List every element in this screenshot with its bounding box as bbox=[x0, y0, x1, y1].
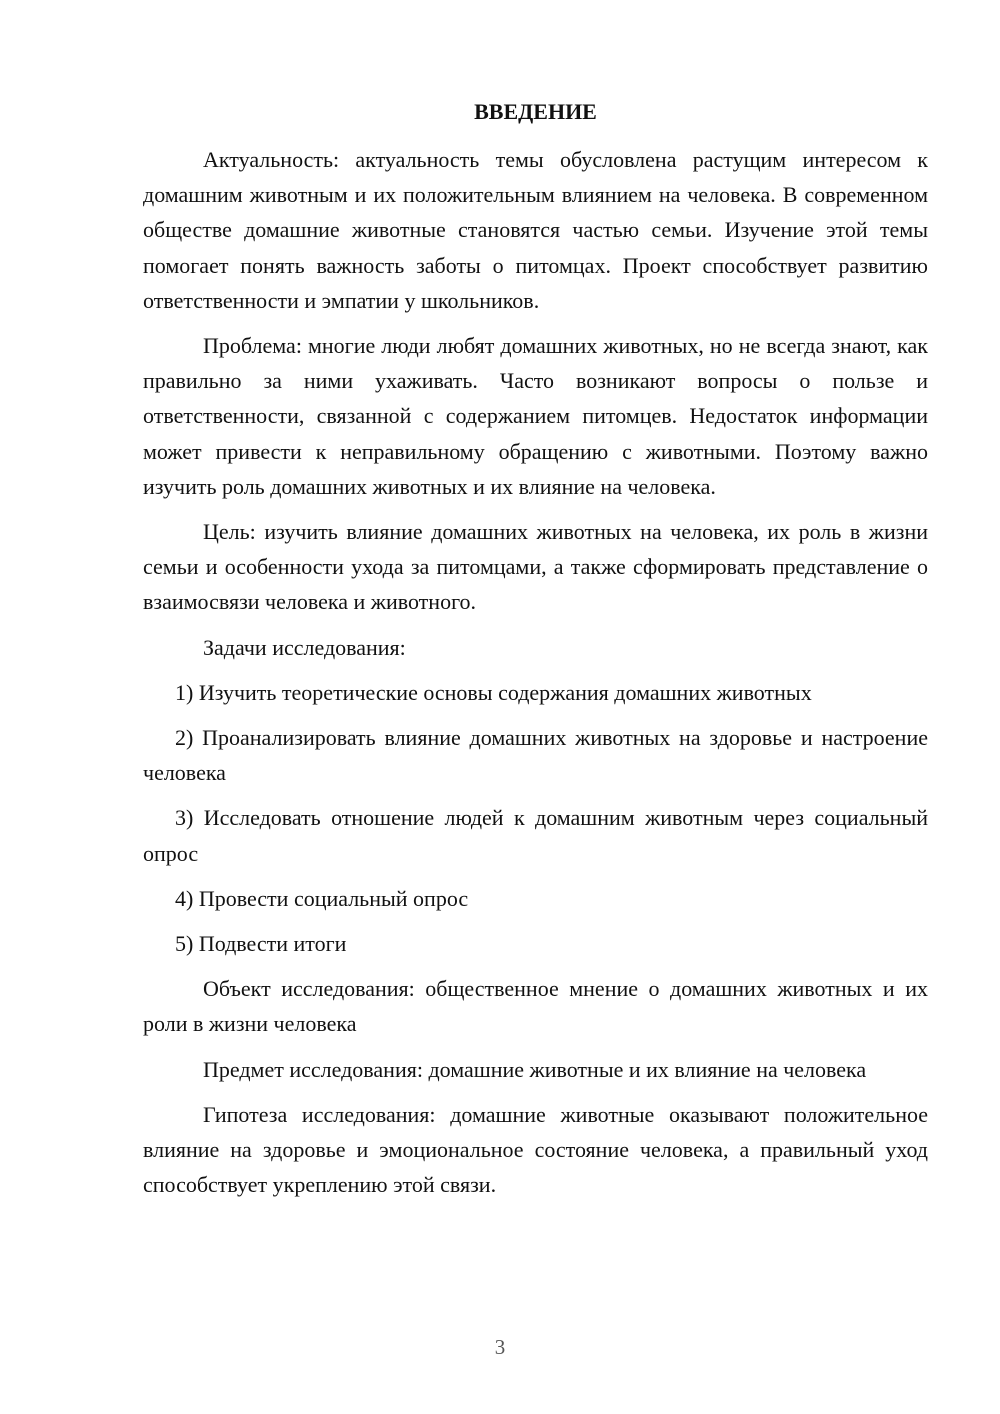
problem-paragraph: Проблема: многие люди любят домашних животных, но не всегда знают, как правильно за ними ухаживать. Часто возникают вопросы о пользе и ответственности, связанной с содержанием питомцев. Недостаток информации может привести к неправильному обращению с животными. Поэтому важно изучить роль домашних животных и их влияние на человека. bbox=[143, 333, 928, 499]
page-number: 3 bbox=[494, 1335, 506, 1359]
tasks-heading: Задачи исследования: bbox=[203, 634, 406, 660]
task-item-1: 1) Изучить теоретические основы содержания домашних животных bbox=[175, 679, 812, 705]
task-item-3: 3) Исследовать отношение людей к домашним животным через социальный опрос bbox=[143, 805, 928, 866]
goal-paragraph: Цель: изучить влияние домашних животных на человека, их роль в жизни семьи и особенности ухода за питомцами, а также сформировать представление о взаимосвязи человека и животного. bbox=[143, 519, 928, 615]
document-body bbox=[143, 94, 928, 1212]
hypothesis-paragraph: Гипотеза исследования: домашние животные оказывают положительное влияние на здоровье и эмоциональное состояние человека, а правильный уход способствует укреплению этой связи. bbox=[143, 1101, 928, 1198]
section-title: ВВЕДЕНИЕ bbox=[474, 99, 597, 124]
relevance-paragraph: Актуальность: актуальность темы обусловлена растущим интересом к домашним животным и их положительным влиянием на человека. В современном обществе домашние животные становятся частью семьи. Изучение этой темы помогает понять важность заботы о питомцах. Проект способствует развитию ответственности и эмпатии у школьников. bbox=[143, 147, 928, 313]
task-item-2: 2) Проанализировать влияние домашних животных на здоровье и настроение человека bbox=[143, 725, 928, 786]
object-paragraph: Объект исследования: общественное мнение о домашних животных и их роли в жизни человека bbox=[143, 976, 928, 1037]
subject-paragraph: Предмет исследования: домашние животные и их влияние на человека bbox=[203, 1056, 867, 1082]
task-item-4: 4) Провести социальный опрос bbox=[175, 885, 469, 911]
task-item-5: 5) Подвести итоги bbox=[175, 931, 347, 957]
